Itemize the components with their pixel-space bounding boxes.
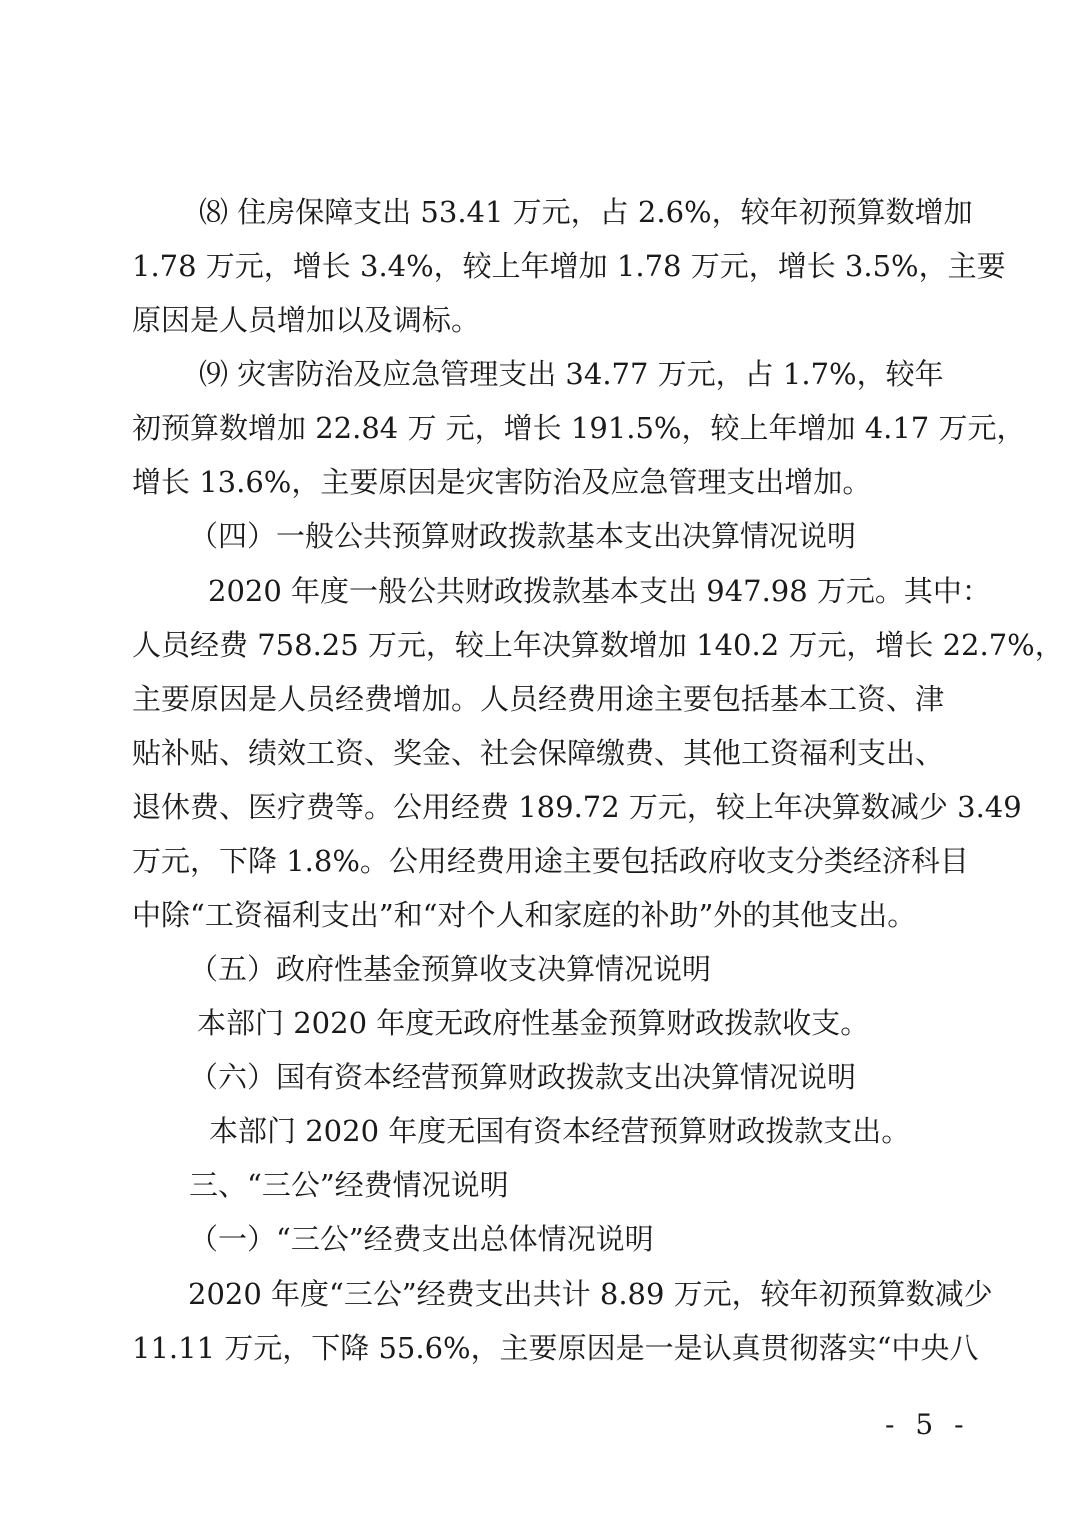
text-line: 贴补贴、绩效工资、奖金、社会保障缴费、其他工资福利支出、 <box>132 736 945 770</box>
section-heading: （五）政府性基金预算收支决算情况说明 <box>189 952 712 986</box>
section-heading: （一）“三公”经费支出总体情况说明 <box>189 1222 654 1256</box>
text-line: 人员经费 758.25 万元，较上年决算数增加 140.2 万元，增长 22.7%， <box>132 628 1064 662</box>
text-line: 万元，下降 1.8%。公用经费用途主要包括政府收支分类经济科目 <box>132 844 969 878</box>
section-heading: （六）国有资本经营预算财政拨款支出决算情况说明 <box>189 1060 857 1094</box>
text-line: 初预算数增加 22.84 万 元，增长 191.5%，较上年增加 4.17 万元， <box>132 411 1026 445</box>
text-line: 2020 年度一般公共财政拨款基本支出 947.98 万元。其中： <box>208 574 991 608</box>
section-heading: 三、“三公”经费情况说明 <box>189 1168 509 1202</box>
text-line: 主要原因是人员经费增加。人员经费用途主要包括基本工资、津 <box>132 682 945 716</box>
page-number: - 5 - <box>885 1408 970 1441</box>
text-line: 增长 13.6%，主要原因是灾害防治及应急管理支出增加。 <box>132 465 872 499</box>
section-heading: （四）一般公共预算财政拨款基本支出决算情况说明 <box>189 519 857 553</box>
text-line: 11.11 万元，下降 55.6%，主要原因是一是认真贯彻落实“中央八 <box>132 1331 979 1365</box>
text-line: 原因是人员增加以及调标。 <box>132 303 481 337</box>
text-line: 本部门 2020 年度无国有资本经营预算财政拨款支出。 <box>209 1114 911 1148</box>
text-line: 退休费、医疗费等。公用经费 189.72 万元，较上年决算数减少 3.49 <box>132 790 1022 824</box>
text-line: ⑼ 灾害防治及应急管理支出 34.77 万元，占 1.7%，较年 <box>199 357 944 391</box>
text-line: 中除“工资福利支出”和“对个人和家庭的补助”外的其他支出。 <box>132 898 917 932</box>
text-line: 2020 年度“三公”经费支出共计 8.89 万元，较年初预算数减少 <box>188 1277 993 1311</box>
text-line: 本部门 2020 年度无政府性基金预算财政拨款收支。 <box>197 1006 870 1040</box>
text-line: 1.78 万元，增长 3.4%，较上年增加 1.78 万元，增长 3.5%，主要 <box>132 249 1006 283</box>
text-line: ⑻ 住房保障支出 53.41 万元，占 2.6%，较年初预算数增加 <box>199 195 973 229</box>
